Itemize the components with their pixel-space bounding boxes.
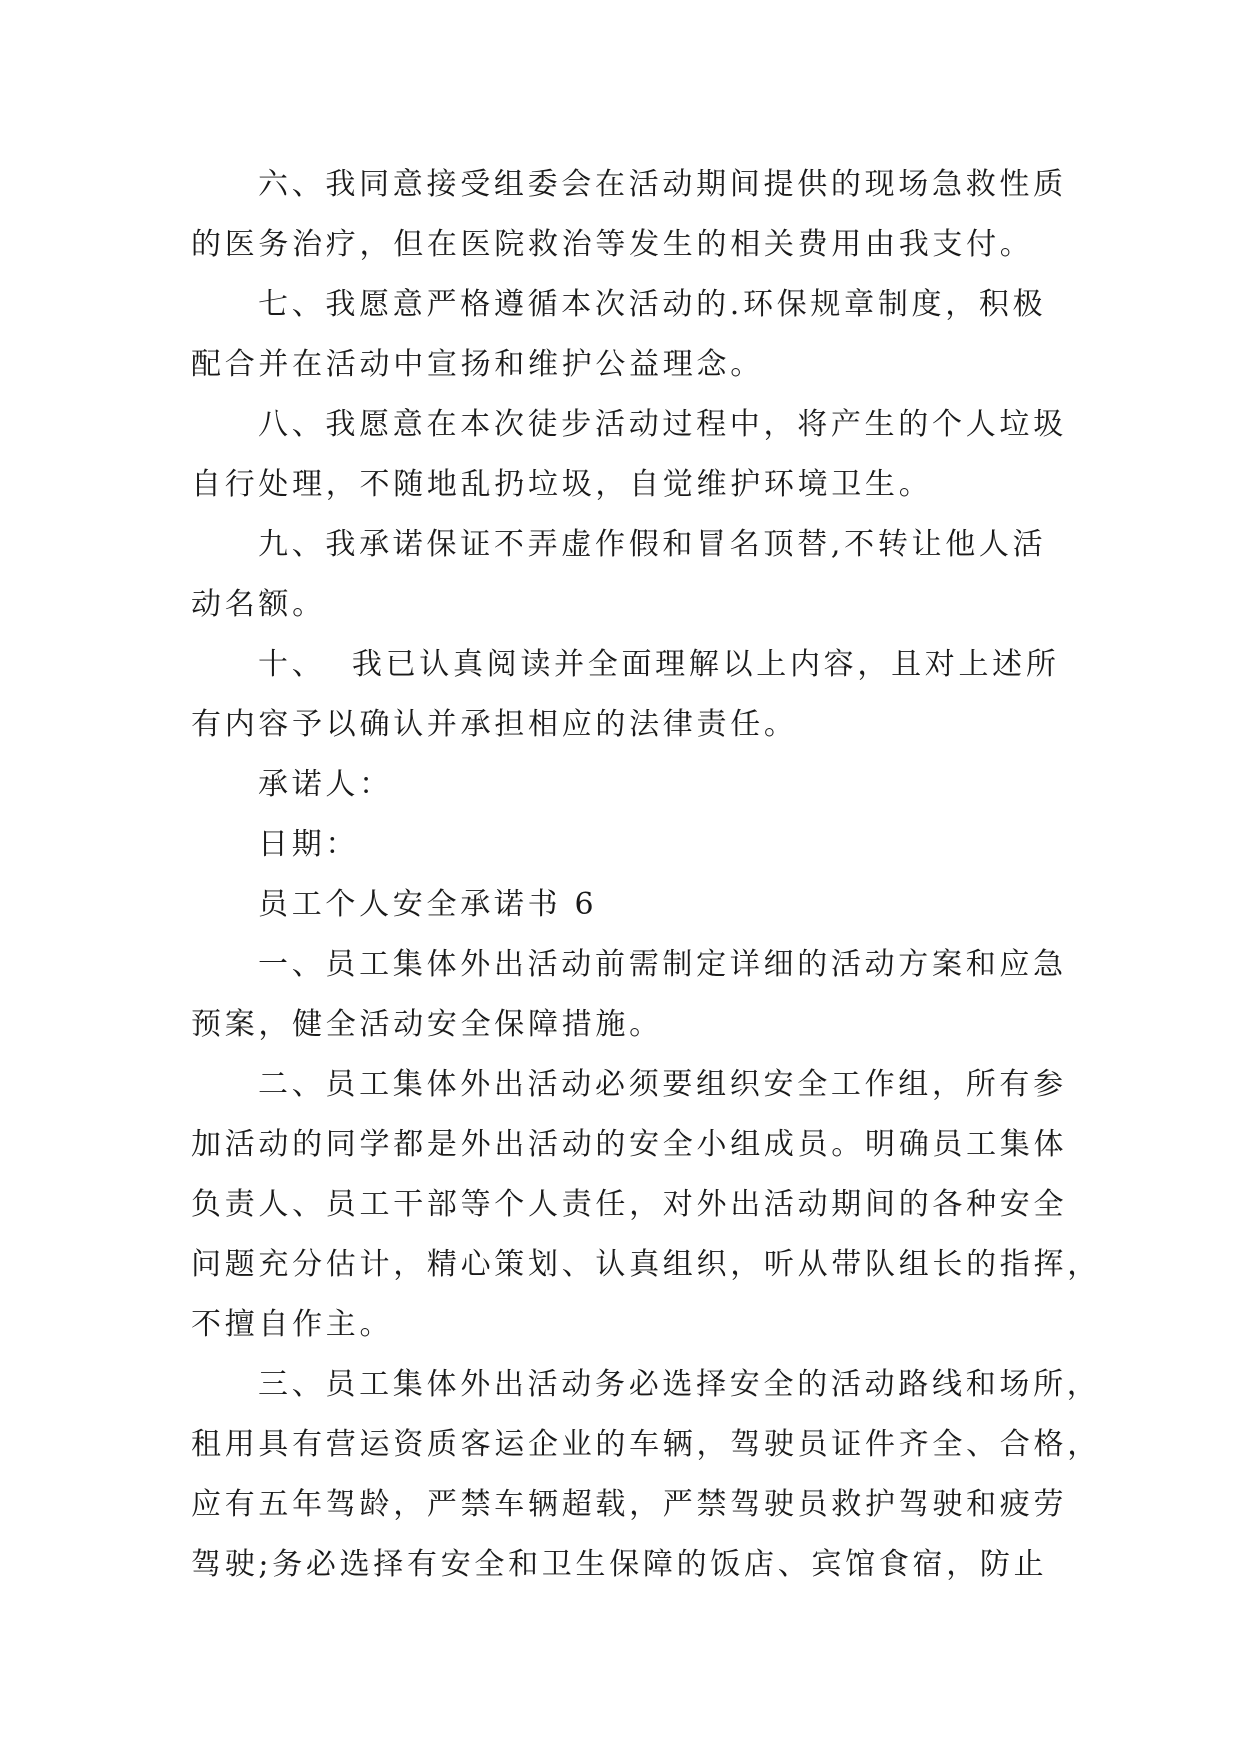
clause-9-line-1: 九、我承诺保证不弄虚作假和冒名顶替,不转让他人活 [258,527,1047,562]
clause-7-line-1: 七、我愿意严格遵循本次活动的.环保规章制度，积极 [258,287,1047,322]
clause-9-line-2: 动名额。 [191,587,326,622]
item-1-line-2: 预案，健全活动安全保障措施。 [191,1007,663,1042]
item-3-line-4: 驾驶;务必选择有安全和卫生保障的饭店、宾馆食宿，防止 [191,1547,1048,1582]
item-1-line-1: 一、员工集体外出活动前需制定详细的活动方案和应急 [258,947,1067,982]
clause-7-line-2: 配合并在活动中宣扬和维护公益理念。 [191,347,764,382]
clause-6-line-2: 的医务治疗，但在医院救治等发生的相关费用由我支付。 [191,227,1034,262]
clause-10-line-2: 有内容予以确认并承担相应的法律责任。 [191,707,798,742]
signer-label: 承诺人： [258,767,393,802]
item-3-line-2: 租用具有营运资质客运企业的车辆，驾驶员证件齐全、合格， [191,1427,1101,1462]
clause-8-line-1: 八、我愿意在本次徒步活动过程中，将产生的个人垃圾 [258,407,1067,442]
item-3-line-3: 应有五年驾龄，严禁车辆超载，严禁驾驶员救护驾驶和疲劳 [191,1487,1068,1522]
item-2-line-3: 负责人、员工干部等个人责任，对外出活动期间的各种安全 [191,1187,1068,1222]
clause-10-line-1: 十、 我已认真阅读并全面理解以上内容，且对上述所 [258,647,1060,682]
item-2-line-1: 二、员工集体外出活动必须要组织安全工作组，所有参 [258,1067,1067,1102]
item-2-line-2: 加活动的同学都是外出活动的安全小组成员。明确员工集体 [191,1127,1068,1162]
date-label: 日期： [258,827,360,862]
item-2-line-4: 问题充分估计，精心策划、认真组织，听从带队组长的指挥， [191,1247,1101,1282]
clause-8-line-2: 自行处理，不随地乱扔垃圾，自觉维护环境卫生。 [191,467,933,502]
clause-6-line-1: 六、我同意接受组委会在活动期间提供的现场急救性质 [258,167,1067,202]
document-body [191,155,1101,1595]
item-3-line-1: 三、员工集体外出活动务必选择安全的活动路线和场所， [258,1367,1101,1402]
section-heading: 员工个人安全承诺书 6 [258,887,598,922]
item-2-line-5: 不擅自作主。 [191,1307,394,1342]
